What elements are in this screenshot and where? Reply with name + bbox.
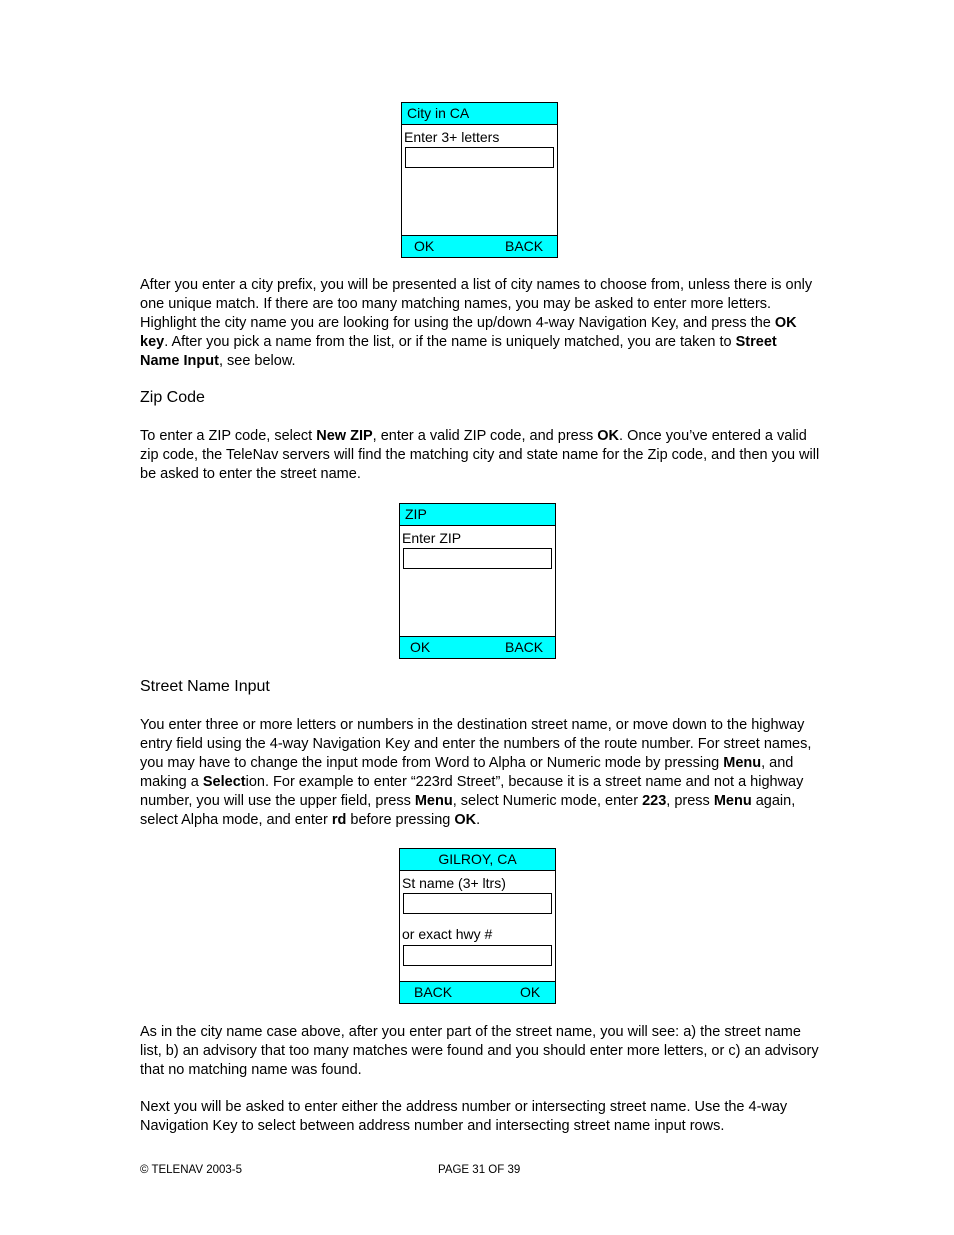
highway-prompt: or exact hwy # xyxy=(402,926,493,942)
address-number-paragraph: Next you will be asked to enter either the address number or intersecting street name. Use the 4-way Navigation Key to select between address number and intersecting street name input rows. xyxy=(140,1099,788,1134)
zip-prompt: Enter ZIP xyxy=(402,530,462,546)
zip-input-field[interactable] xyxy=(403,548,552,569)
city-selection-paragraph: After you enter a city prefix, you will be presented a list of city names to choose from, unless there is only one unique match. If there are too many matching names, you may be asked to enter more letters. Highlight the city name you are looking for using the up/down 4-way Navigation Key, and press the OK key. After you pick a name from the list, or if the name is uniquely matched, you are taken to Street Name Input, see below. xyxy=(140,277,813,369)
zip-input-screen xyxy=(399,503,556,659)
back-softkey[interactable]: BACK xyxy=(505,238,544,254)
screen-title-bar xyxy=(400,504,555,526)
street-input-screen xyxy=(399,848,556,1004)
street-name-heading: Street Name Input xyxy=(140,678,270,695)
back-softkey[interactable]: BACK xyxy=(414,984,453,1000)
screen-title-bar xyxy=(402,103,557,125)
city-prompt: Enter 3+ letters xyxy=(404,129,500,145)
city-input-field[interactable] xyxy=(405,147,554,168)
street-name-paragraph: You enter three or more letters or numbers in the destination street name, or move down to the highway entry field using the 4-way Navigation Key and enter the numbers of the route number. For street names, you may have to change the input mode from Word to Alpha or Numeric mode by pressing Menu, and making a Selection. For example to enter “223rd Street”, because it is a street name and not a highway number, you will use the upper field, press Menu, select Numeric mode, enter 223, press Menu again, select Alpha mode, and enter rd before pressing OK. xyxy=(140,717,812,828)
footer-page-number: PAGE 31 OF 39 xyxy=(438,1164,521,1176)
ok-softkey[interactable]: OK xyxy=(410,639,431,655)
screen-title: City in CA xyxy=(407,105,470,121)
street-name-field[interactable] xyxy=(403,893,552,914)
street-results-paragraph: As in the city name case above, after you enter part of the street name, you will see: a) the street name list, b) an advisory that too many matches were found and you should enter more letters, or c) an advisory that no matching name was found. xyxy=(140,1024,819,1078)
softkey-bar xyxy=(400,981,555,1003)
city-input-screen xyxy=(401,102,558,258)
footer-copyright: © TELENAV 2003-5 xyxy=(140,1164,243,1176)
screen-title: GILROY, CA xyxy=(438,851,517,867)
highway-number-field[interactable] xyxy=(403,945,552,966)
street-name-prompt: St name (3+ ltrs) xyxy=(402,875,506,891)
softkey-bar xyxy=(402,235,557,257)
back-softkey[interactable]: BACK xyxy=(505,639,544,655)
zip-code-heading: Zip Code xyxy=(140,389,205,406)
softkey-bar xyxy=(400,636,555,658)
screen-title-bar xyxy=(400,849,555,871)
screen-title: ZIP xyxy=(405,506,427,522)
ok-softkey[interactable]: OK xyxy=(520,984,541,1000)
ok-softkey[interactable]: OK xyxy=(414,238,435,254)
zip-code-paragraph: To enter a ZIP code, select New ZIP, enter a valid ZIP code, and press OK. Once you’ve entered a valid zip code, the TeleNav servers will find the matching city and state name for the Zip code, and then you will be asked to enter the street name. xyxy=(140,428,820,482)
